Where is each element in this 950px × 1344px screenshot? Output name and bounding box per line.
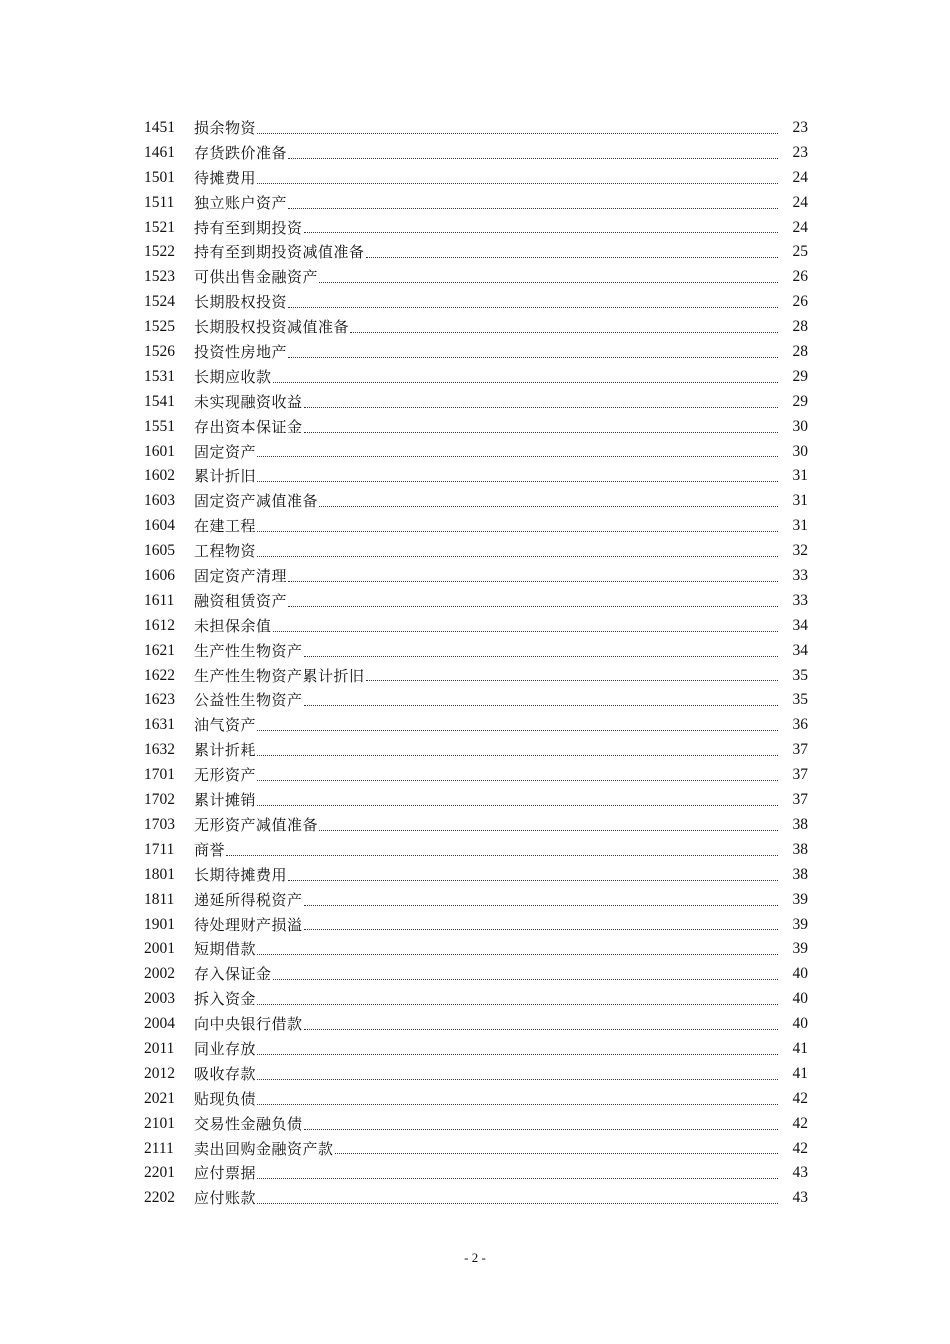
dot-leader bbox=[288, 356, 778, 358]
account-code: 1523 bbox=[144, 268, 175, 286]
page-reference: 26 bbox=[792, 293, 808, 311]
page-reference: 43 bbox=[792, 1189, 808, 1207]
account-code: 1531 bbox=[144, 367, 175, 385]
page-reference: 42 bbox=[792, 1139, 808, 1157]
page-reference: 25 bbox=[792, 243, 808, 261]
account-title: 卖出回购金融资产款 bbox=[194, 1139, 334, 1158]
toc-entry[interactable] bbox=[144, 191, 808, 216]
dot-leader bbox=[288, 207, 778, 209]
page-reference: 36 bbox=[792, 716, 808, 734]
account-code: 1461 bbox=[144, 143, 175, 161]
account-title: 待摊费用 bbox=[194, 168, 257, 187]
page-reference: 23 bbox=[792, 143, 808, 161]
page-reference: 33 bbox=[792, 591, 808, 609]
dot-leader bbox=[257, 729, 778, 731]
dot-leader bbox=[304, 655, 778, 657]
dot-leader bbox=[304, 406, 778, 408]
page-reference: 34 bbox=[792, 641, 808, 659]
account-title: 无形资产 bbox=[194, 766, 257, 785]
account-title: 在建工程 bbox=[194, 517, 257, 536]
dot-leader bbox=[335, 1152, 778, 1154]
page-reference: 40 bbox=[792, 1015, 808, 1033]
toc-entry[interactable] bbox=[144, 1012, 808, 1037]
account-code: 1711 bbox=[144, 840, 175, 858]
account-code: 1524 bbox=[144, 293, 175, 311]
account-title: 固定资产清理 bbox=[194, 567, 288, 586]
toc-entry[interactable] bbox=[144, 1062, 808, 1087]
toc-entry[interactable] bbox=[144, 365, 808, 390]
page-reference: 35 bbox=[792, 691, 808, 709]
page-reference: 23 bbox=[792, 119, 808, 136]
dot-leader bbox=[288, 306, 778, 308]
dot-leader bbox=[257, 779, 778, 781]
toc-entry[interactable] bbox=[144, 688, 808, 713]
account-code: 1604 bbox=[144, 517, 175, 535]
account-code: 1522 bbox=[144, 243, 175, 261]
page-reference: 30 bbox=[792, 417, 808, 435]
page-reference: 41 bbox=[792, 1064, 808, 1082]
account-code: 1541 bbox=[144, 392, 175, 410]
dot-leader bbox=[319, 829, 778, 831]
page-reference: 24 bbox=[792, 193, 808, 211]
account-title: 工程物资 bbox=[194, 542, 257, 561]
toc-entry[interactable] bbox=[144, 1037, 808, 1062]
account-code: 1525 bbox=[144, 318, 175, 336]
dot-leader bbox=[319, 505, 778, 507]
dot-leader bbox=[257, 754, 778, 756]
account-title: 贴现负债 bbox=[194, 1089, 257, 1108]
account-title: 独立账户资产 bbox=[194, 193, 288, 212]
account-title: 融资租赁资产 bbox=[194, 591, 288, 610]
toc-entry[interactable] bbox=[144, 614, 808, 639]
page-reference: 38 bbox=[792, 815, 808, 833]
toc-entry[interactable] bbox=[144, 639, 808, 664]
account-title: 应付票据 bbox=[194, 1164, 257, 1183]
account-title: 可供出售金融资产 bbox=[194, 268, 319, 287]
account-title: 长期股权投资减值准备 bbox=[194, 318, 350, 337]
page-reference: 31 bbox=[792, 517, 808, 535]
account-code: 2111 bbox=[144, 1139, 174, 1157]
account-title: 同业存放 bbox=[194, 1039, 257, 1058]
toc-entry[interactable] bbox=[144, 265, 808, 290]
page-reference: 28 bbox=[792, 343, 808, 361]
account-code: 1611 bbox=[144, 591, 175, 609]
table-of-contents bbox=[144, 116, 808, 1211]
page-reference: 26 bbox=[792, 268, 808, 286]
account-title: 累计折旧 bbox=[194, 467, 257, 486]
account-code: 1501 bbox=[144, 168, 175, 186]
account-code: 1621 bbox=[144, 641, 175, 659]
account-code: 1632 bbox=[144, 741, 175, 759]
dot-leader bbox=[304, 904, 778, 906]
toc-entry[interactable] bbox=[144, 738, 808, 763]
page-reference: 32 bbox=[792, 542, 808, 560]
account-code: 1901 bbox=[144, 915, 175, 933]
account-title: 存入保证金 bbox=[194, 965, 272, 984]
toc-entry[interactable] bbox=[144, 1186, 808, 1211]
dot-leader bbox=[304, 928, 778, 930]
page-reference: 37 bbox=[792, 741, 808, 759]
dot-leader bbox=[257, 1078, 778, 1080]
toc-entry[interactable] bbox=[144, 962, 808, 987]
toc-entry[interactable] bbox=[144, 166, 808, 191]
account-code: 1606 bbox=[144, 567, 175, 585]
account-code: 2004 bbox=[144, 1015, 175, 1033]
account-title: 损余物资 bbox=[194, 119, 257, 137]
account-title: 拆入资金 bbox=[194, 990, 257, 1009]
toc-entry[interactable] bbox=[144, 1137, 808, 1162]
page-reference: 29 bbox=[792, 392, 808, 410]
account-title: 油气资产 bbox=[194, 716, 257, 735]
toc-entry[interactable] bbox=[144, 116, 808, 141]
account-title: 持有至到期投资 bbox=[194, 218, 303, 237]
account-code: 1511 bbox=[144, 193, 175, 211]
account-title: 存货跌价准备 bbox=[194, 143, 288, 162]
account-code: 1801 bbox=[144, 865, 175, 883]
dot-leader bbox=[304, 231, 778, 233]
toc-entry[interactable] bbox=[144, 788, 808, 813]
account-title: 无形资产减值准备 bbox=[194, 815, 319, 834]
dot-leader bbox=[273, 978, 778, 980]
dot-leader bbox=[257, 555, 778, 557]
toc-entry[interactable] bbox=[144, 1112, 808, 1137]
dot-leader bbox=[304, 704, 778, 706]
account-code: 1703 bbox=[144, 815, 175, 833]
toc-entry[interactable] bbox=[144, 664, 808, 689]
toc-entry[interactable] bbox=[144, 813, 808, 838]
page-reference: 29 bbox=[792, 367, 808, 385]
account-code: 2202 bbox=[144, 1189, 175, 1207]
account-code: 2003 bbox=[144, 990, 175, 1008]
dot-leader bbox=[257, 1053, 778, 1055]
account-code: 1622 bbox=[144, 666, 175, 684]
account-code: 1602 bbox=[144, 467, 175, 485]
toc-entry[interactable] bbox=[144, 937, 808, 962]
page-reference: 34 bbox=[792, 616, 808, 634]
account-code: 1623 bbox=[144, 691, 175, 709]
page-reference: 33 bbox=[792, 567, 808, 585]
toc-entry[interactable] bbox=[144, 863, 808, 888]
page-reference: 28 bbox=[792, 318, 808, 336]
account-title: 固定资产减值准备 bbox=[194, 492, 319, 511]
toc-entry[interactable] bbox=[144, 315, 808, 340]
page-reference: 24 bbox=[792, 218, 808, 236]
dot-leader bbox=[304, 431, 778, 433]
account-title: 累计摊销 bbox=[194, 791, 257, 810]
dot-leader bbox=[257, 530, 778, 532]
toc-entry[interactable] bbox=[144, 888, 808, 913]
toc-entry[interactable] bbox=[144, 514, 808, 539]
account-title: 交易性金融负债 bbox=[194, 1114, 303, 1133]
account-title: 向中央银行借款 bbox=[194, 1015, 303, 1034]
account-code: 1702 bbox=[144, 791, 175, 809]
account-title: 生产性生物资产 bbox=[194, 641, 303, 660]
dot-leader bbox=[350, 331, 778, 333]
account-code: 2012 bbox=[144, 1064, 175, 1082]
dot-leader bbox=[273, 630, 778, 632]
page-reference: 43 bbox=[792, 1164, 808, 1182]
account-title: 长期待摊费用 bbox=[194, 865, 288, 884]
account-code: 1551 bbox=[144, 417, 175, 435]
account-title: 未实现融资收益 bbox=[194, 392, 303, 411]
page-reference: 31 bbox=[792, 467, 808, 485]
account-title: 持有至到期投资减值准备 bbox=[194, 243, 365, 262]
toc-entry[interactable] bbox=[144, 564, 808, 589]
page-reference: 35 bbox=[792, 666, 808, 684]
dot-leader bbox=[288, 157, 778, 159]
toc-entry[interactable] bbox=[144, 838, 808, 863]
account-code: 1451 bbox=[144, 119, 175, 136]
dot-leader bbox=[226, 854, 778, 856]
account-code: 1601 bbox=[144, 442, 175, 460]
account-title: 长期应收款 bbox=[194, 367, 272, 386]
page-reference: 38 bbox=[792, 865, 808, 883]
page-reference: 42 bbox=[792, 1089, 808, 1107]
page-reference: 39 bbox=[792, 940, 808, 958]
account-code: 2002 bbox=[144, 965, 175, 983]
toc-entry[interactable] bbox=[144, 1161, 808, 1186]
toc-entry[interactable] bbox=[144, 987, 808, 1012]
account-code: 1811 bbox=[144, 890, 175, 908]
dot-leader bbox=[366, 256, 778, 258]
dot-leader bbox=[257, 1202, 778, 1204]
dot-leader bbox=[257, 455, 778, 457]
dot-leader bbox=[304, 1128, 778, 1130]
page-reference: 24 bbox=[792, 168, 808, 186]
toc-entry[interactable] bbox=[144, 240, 808, 265]
page-reference: 39 bbox=[792, 915, 808, 933]
account-title: 公益性生物资产 bbox=[194, 691, 303, 710]
account-title: 固定资产 bbox=[194, 442, 257, 461]
account-title: 存出资本保证金 bbox=[194, 417, 303, 436]
account-title: 生产性生物资产累计折旧 bbox=[194, 666, 365, 685]
account-code: 2201 bbox=[144, 1164, 175, 1182]
toc-entry[interactable] bbox=[144, 1087, 808, 1112]
page-reference: 37 bbox=[792, 791, 808, 809]
dot-leader bbox=[288, 879, 778, 881]
page-reference: 39 bbox=[792, 890, 808, 908]
account-code: 2021 bbox=[144, 1089, 175, 1107]
dot-leader bbox=[319, 281, 778, 283]
toc-entry[interactable] bbox=[144, 913, 808, 938]
dot-leader bbox=[257, 1177, 778, 1179]
page-reference: 30 bbox=[792, 442, 808, 460]
toc-entry[interactable] bbox=[144, 340, 808, 365]
toc-entry[interactable] bbox=[144, 763, 808, 788]
dot-leader bbox=[288, 605, 778, 607]
account-code: 2001 bbox=[144, 940, 175, 958]
dot-leader bbox=[257, 182, 778, 184]
page-reference: 42 bbox=[792, 1114, 808, 1132]
page-reference: 40 bbox=[792, 990, 808, 1008]
page-number: - 2 - bbox=[464, 1250, 486, 1265]
toc-entry[interactable] bbox=[144, 440, 808, 465]
account-code: 2011 bbox=[144, 1039, 175, 1057]
toc-entry[interactable] bbox=[144, 290, 808, 315]
account-title: 递延所得税资产 bbox=[194, 890, 303, 909]
account-code: 1612 bbox=[144, 616, 175, 634]
account-code: 1605 bbox=[144, 542, 175, 560]
page-reference: 41 bbox=[792, 1039, 808, 1057]
account-code: 1521 bbox=[144, 218, 175, 236]
account-title: 短期借款 bbox=[194, 940, 257, 959]
account-code: 1603 bbox=[144, 492, 175, 510]
account-code: 1631 bbox=[144, 716, 175, 734]
toc-entry[interactable] bbox=[144, 141, 808, 166]
page-reference: 31 bbox=[792, 492, 808, 510]
account-code: 2101 bbox=[144, 1114, 175, 1132]
dot-leader bbox=[257, 804, 778, 806]
account-code: 1701 bbox=[144, 766, 175, 784]
toc-entry[interactable] bbox=[144, 216, 808, 241]
dot-leader bbox=[288, 580, 778, 582]
account-title: 未担保余值 bbox=[194, 616, 272, 635]
account-title: 应付账款 bbox=[194, 1189, 257, 1208]
dot-leader bbox=[257, 1103, 778, 1105]
toc-entry[interactable] bbox=[144, 489, 808, 514]
account-title: 累计折耗 bbox=[194, 741, 257, 760]
toc-entry[interactable] bbox=[144, 464, 808, 489]
toc-entry[interactable] bbox=[144, 390, 808, 415]
account-title: 投资性房地产 bbox=[194, 343, 288, 362]
dot-leader bbox=[366, 679, 778, 681]
page-reference: 37 bbox=[792, 766, 808, 784]
dot-leader bbox=[257, 1003, 778, 1005]
toc-entry[interactable] bbox=[144, 539, 808, 564]
dot-leader bbox=[273, 381, 778, 383]
account-title: 待处理财产损溢 bbox=[194, 915, 303, 934]
account-title: 吸收存款 bbox=[194, 1064, 257, 1083]
dot-leader bbox=[304, 1028, 778, 1030]
dot-leader bbox=[257, 480, 778, 482]
toc-entry[interactable] bbox=[144, 415, 808, 440]
page-reference: 38 bbox=[792, 840, 808, 858]
dot-leader bbox=[257, 953, 778, 955]
toc-entry[interactable] bbox=[144, 589, 808, 614]
page-reference: 40 bbox=[792, 965, 808, 983]
account-title: 长期股权投资 bbox=[194, 293, 288, 312]
account-code: 1526 bbox=[144, 343, 175, 361]
dot-leader bbox=[257, 132, 778, 134]
toc-entry[interactable] bbox=[144, 713, 808, 738]
account-title: 商誉 bbox=[194, 840, 226, 859]
